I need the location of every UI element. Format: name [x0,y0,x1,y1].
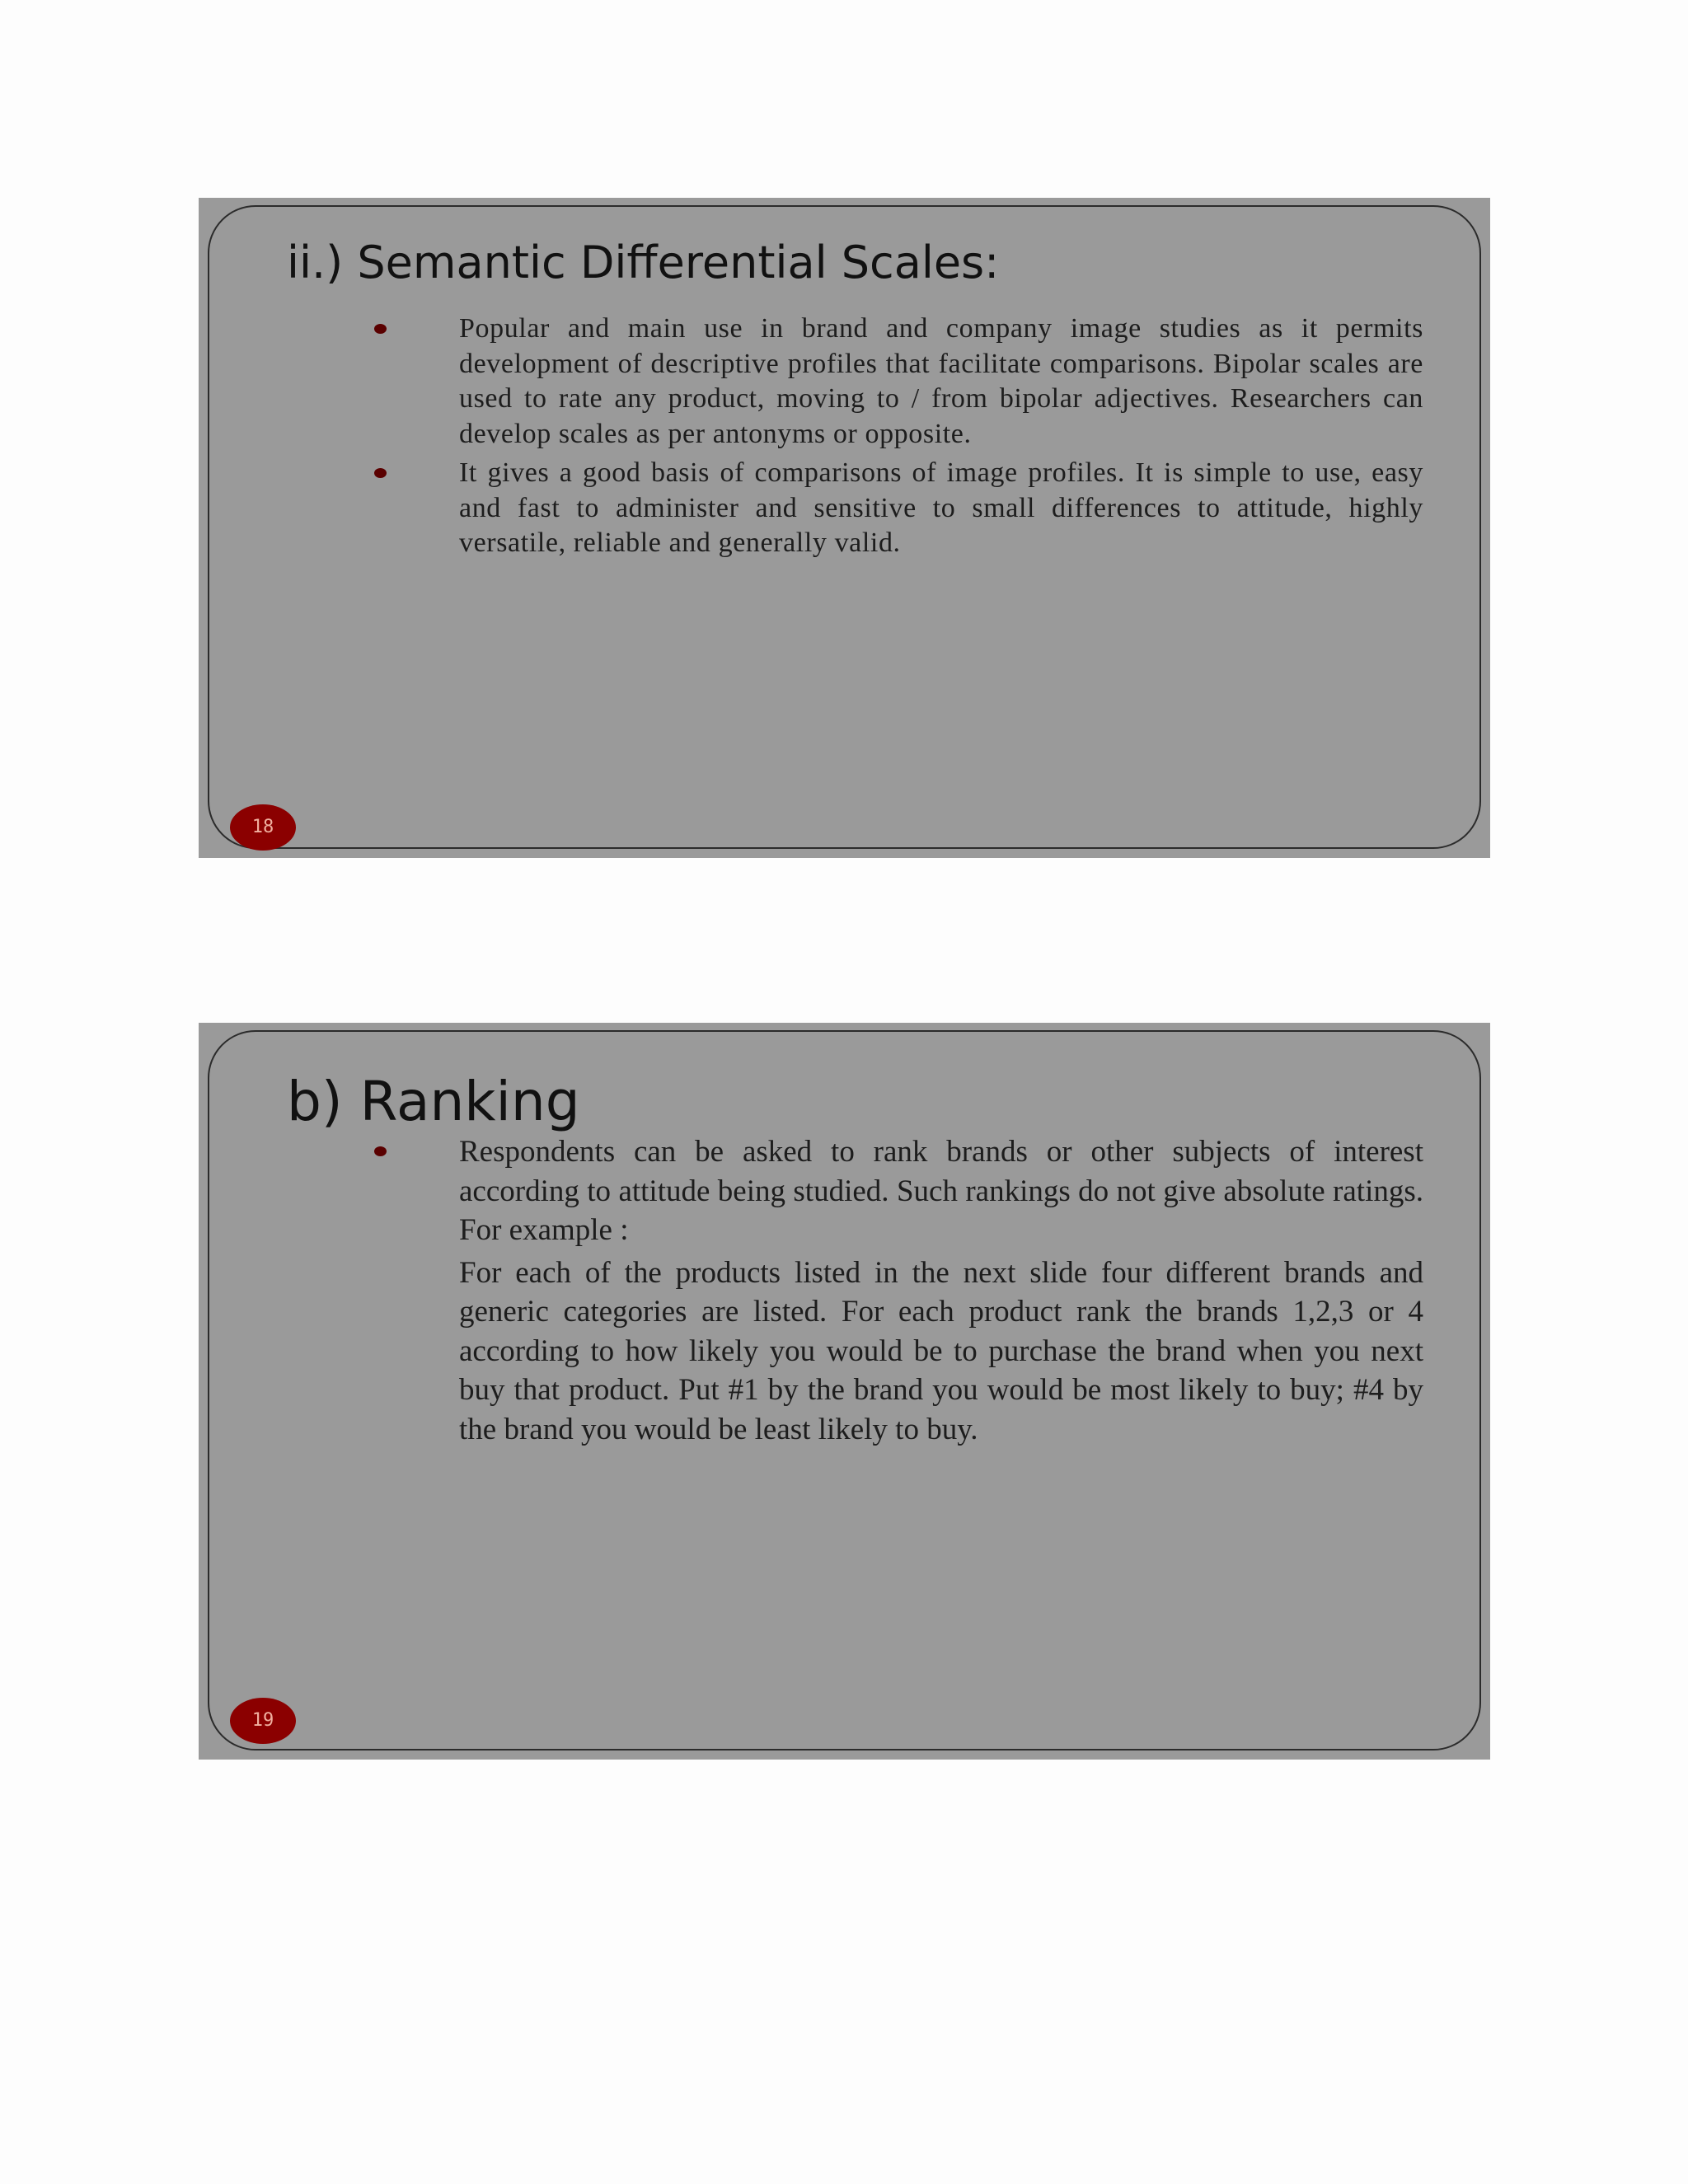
bullet-icon [374,1146,387,1156]
bullet-item [459,1132,1423,1250]
bullet-continuation [459,1254,1423,1450]
page-number-badge: 19 [230,1698,296,1744]
bullet-text: It gives a good basis of comparisons of image profiles. It is simple to use, easy and fast to administer and sensitive to small differences to attitude, highly versatile, reliable and generally valid. [459,457,1423,558]
bullet-icon [374,324,387,334]
bullet-list [459,1132,1423,1449]
slide-title: b) Ranking [287,1070,580,1133]
slide-ranking [199,1023,1490,1760]
bullet-item [459,456,1423,561]
page-number-badge: 18 [230,804,296,851]
bullet-item [459,312,1423,452]
slide-frame [208,1030,1481,1750]
bullet-list [459,312,1423,561]
bullet-text: Respondents can be asked to rank brands or other subjects of interest according to attitude being studied. Such rankings do not give absolute ratings. For example : [459,1135,1423,1247]
bullet-text: Popular and main use in brand and company image studies as it permits development of descriptive profiles that facilitate comparisons. Bipolar scales are used to rate any product, moving to / from bipolar adjectives. Researchers can develop scales as per antonyms or opposite. [459,313,1423,449]
bullet-icon [374,468,387,478]
slide-title: ii.) Semantic Differential Scales: [287,237,1000,288]
slide-frame [208,205,1481,849]
slide-semantic-differential-scales [199,198,1490,858]
bullet-text: For each of the products listed in the next slide four different brands and generic categories are listed. For each product rank the brands 1,2,3 or 4 according to how likely you would be to purchase the brand when you next buy that product. Put #1 by the brand you would be most likely to buy; #4 by the brand you would be least likely to buy. [459,1255,1423,1446]
